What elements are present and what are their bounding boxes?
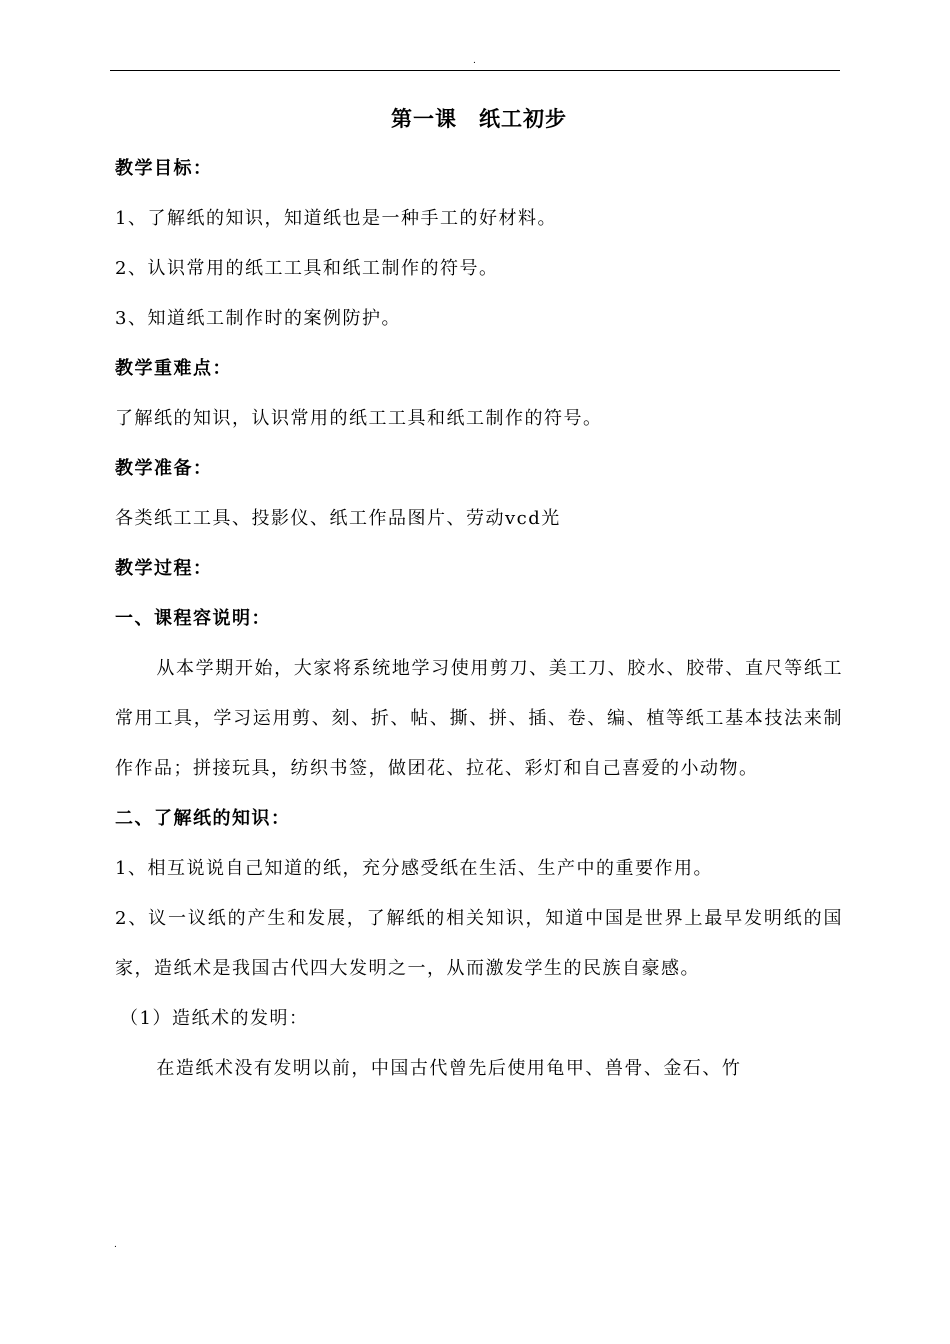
header-mark: .	[473, 56, 476, 66]
preparation-heading: 教学准备：	[115, 458, 213, 479]
header-rule	[110, 70, 840, 71]
preparation-text: 各类纸工工具、投影仪、纸工作品图片、劳动vcd光	[115, 508, 561, 529]
part2-item-1: 1、相互说说自己知道的纸，充分感受纸在生活、生产中的重要作用。	[115, 858, 713, 879]
part2-heading: 二、了解纸的知识：	[115, 808, 291, 829]
goal-item-3: 3、知道纸工制作时的案例防护。	[115, 308, 401, 329]
invention-paragraph: 在造纸术没有发明以前，中国古代曾先后使用龟甲、兽骨、金石、竹	[156, 1058, 742, 1079]
part2-item-2: 2、议一议纸的产生和发展，了解纸的相关知识，知道中国是世界上最早发明纸的国家，造纸术是我国古代四大发明之一，从而激发学生的民族自豪感。	[115, 908, 843, 979]
goal-item-2: 2、认识常用的纸工工具和纸工制作的符号。	[115, 258, 499, 279]
page-title: 第一课 纸工初步	[391, 106, 567, 131]
footer-mark: .	[114, 1240, 117, 1250]
goals-heading: 教学目标：	[115, 158, 213, 179]
goal-item-1: 1、了解纸的知识，知道纸也是一种手工的好材料。	[115, 208, 557, 229]
key-points-text: 了解纸的知识，认识常用的纸工工具和纸工制作的符号。	[115, 408, 603, 429]
document-body	[115, 94, 843, 1094]
part1-heading: 一、课程容说明：	[115, 608, 271, 629]
sub-heading-invention: （1）造纸术的发明：	[120, 1008, 309, 1029]
key-points-heading: 教学重难点：	[115, 358, 232, 379]
process-heading: 教学过程：	[115, 558, 213, 579]
part1-paragraph: 从本学期开始，大家将系统地学习使用剪刀、美工刀、胶水、胶带、直尺等纸工常用工具，学习运用剪、刻、折、帖、撕、拼、插、卷、编、植等纸工基本技法来制作作品；拼接玩具，纺织书签，做团花、拉花、彩灯和自己喜爱的小动物。	[115, 658, 843, 779]
